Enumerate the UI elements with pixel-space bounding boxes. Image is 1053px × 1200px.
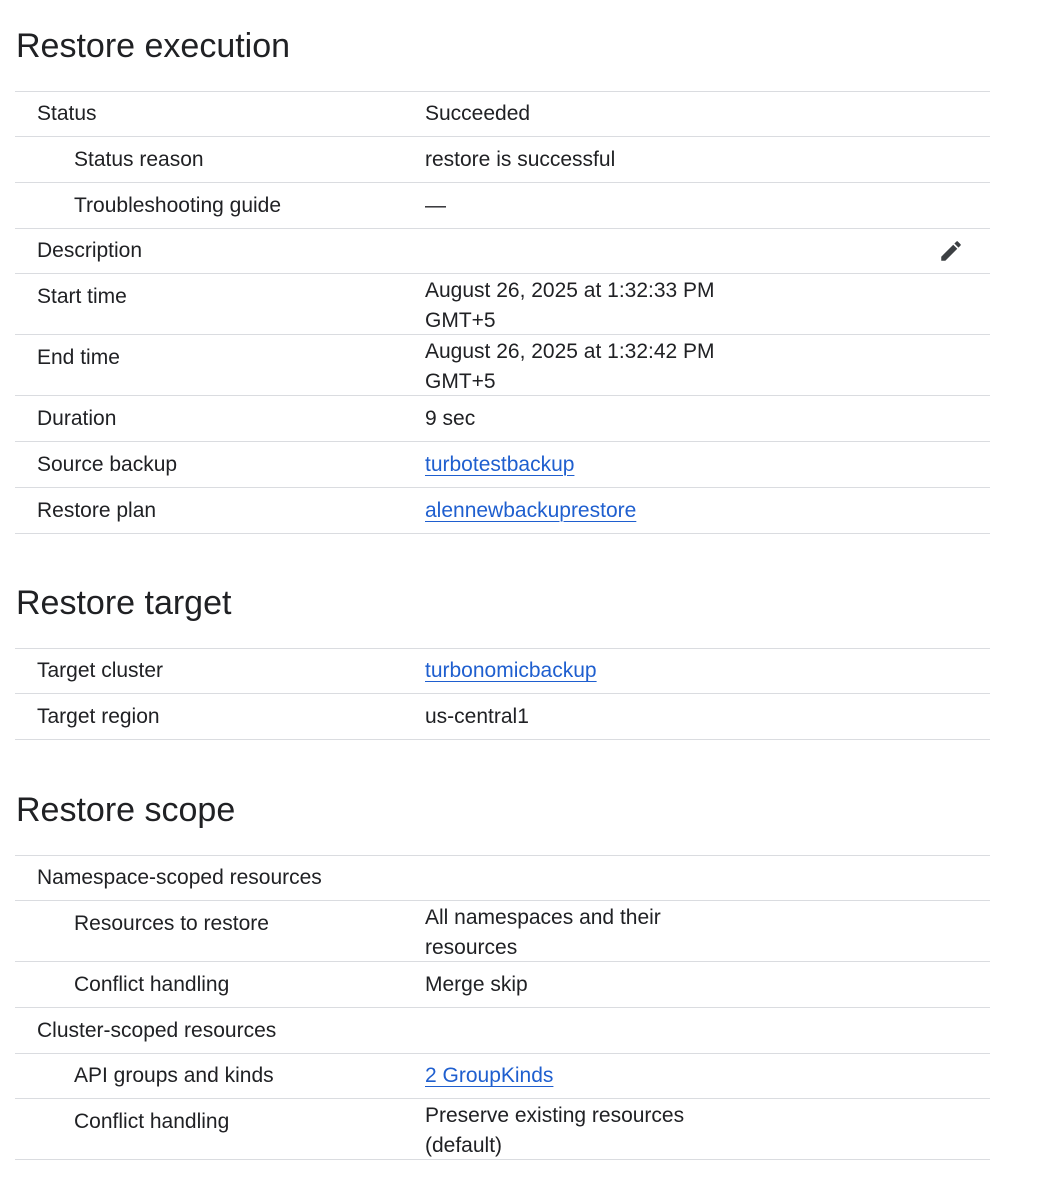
table-row-troubleshooting — [15, 183, 990, 229]
resources-to-restore-value — [425, 903, 661, 963]
start-time-label: Start time — [37, 285, 127, 308]
table-row-source-backup — [15, 442, 990, 488]
table-row-description — [15, 229, 990, 274]
resources-to-restore-line2: resources — [425, 936, 518, 959]
api-groups-label: API groups and kinds — [74, 1064, 274, 1087]
cluster-conflict-handling-label: Conflict handling — [74, 1110, 230, 1133]
table-row-status — [15, 92, 990, 137]
resources-to-restore-line1: All namespaces and their — [425, 906, 661, 929]
status-reason-label: Status reason — [74, 147, 204, 171]
source-backup-link[interactable]: turbotestbackup — [425, 452, 575, 476]
target-cluster-label: Target cluster — [37, 659, 164, 682]
start-time-value — [425, 276, 715, 336]
restore-execution-table — [15, 91, 990, 534]
restore-execution-title: Restore execution — [16, 27, 291, 65]
group-kinds-link[interactable]: 2 GroupKinds — [425, 1064, 554, 1087]
cluster-conflict-line1: Preserve existing resources — [425, 1104, 685, 1127]
restore-target-title: Restore target — [16, 584, 232, 622]
cluster-conflict-handling-value — [425, 1101, 684, 1161]
troubleshooting-guide-value: — — [425, 193, 446, 217]
table-row-target-region — [15, 694, 990, 740]
table-row-cluster-conflict — [15, 1099, 990, 1160]
ns-conflict-handling-value: Merge skip — [425, 972, 528, 996]
cluster-scoped-label: Cluster-scoped resources — [37, 1018, 277, 1042]
target-region-label: Target region — [37, 704, 160, 728]
table-row-status-reason — [15, 137, 990, 183]
duration-value: 9 sec — [425, 406, 476, 430]
table-row-namespace-scoped — [15, 856, 990, 901]
table-row-target-cluster — [15, 649, 990, 694]
edit-pencil-icon[interactable] — [938, 238, 964, 264]
status-value: Succeeded — [425, 102, 531, 125]
table-row-api-groups — [15, 1054, 990, 1099]
table-row-resources-to-restore — [15, 901, 990, 962]
status-reason-value: restore is successful — [425, 147, 616, 171]
restore-scope-title: Restore scope — [16, 791, 236, 829]
table-row-duration — [15, 396, 990, 442]
end-time-label: End time — [37, 346, 120, 369]
start-time-line2: GMT+5 — [425, 309, 496, 332]
table-row-cluster-scoped — [15, 1008, 990, 1054]
table-row-restore-plan — [15, 488, 990, 534]
end-time-value — [425, 337, 715, 397]
ns-conflict-handling-label: Conflict handling — [74, 972, 230, 996]
restore-plan-label: Restore plan — [37, 498, 157, 522]
table-row-ns-conflict — [15, 962, 990, 1008]
status-label: Status — [37, 102, 97, 125]
target-cluster-link[interactable]: turbonomicbackup — [425, 659, 597, 682]
cluster-conflict-line2: (default) — [425, 1134, 503, 1157]
restore-scope-table — [15, 855, 990, 1160]
troubleshooting-guide-label: Troubleshooting guide — [74, 193, 282, 217]
end-time-line2: GMT+5 — [425, 370, 496, 393]
resources-to-restore-label: Resources to restore — [74, 912, 269, 935]
namespace-scoped-label: Namespace-scoped resources — [37, 866, 322, 889]
table-row-end-time — [15, 335, 990, 396]
start-time-line1: August 26, 2025 at 1:32:33 PM — [425, 279, 715, 302]
restore-plan-link[interactable]: alennewbackuprestore — [425, 498, 637, 522]
target-region-value: us-central1 — [425, 704, 529, 728]
duration-label: Duration — [37, 406, 117, 430]
table-row-start-time — [15, 274, 990, 335]
restore-target-table — [15, 648, 990, 740]
source-backup-label: Source backup — [37, 452, 178, 476]
description-label: Description — [37, 239, 143, 262]
end-time-line1: August 26, 2025 at 1:32:42 PM — [425, 340, 715, 363]
